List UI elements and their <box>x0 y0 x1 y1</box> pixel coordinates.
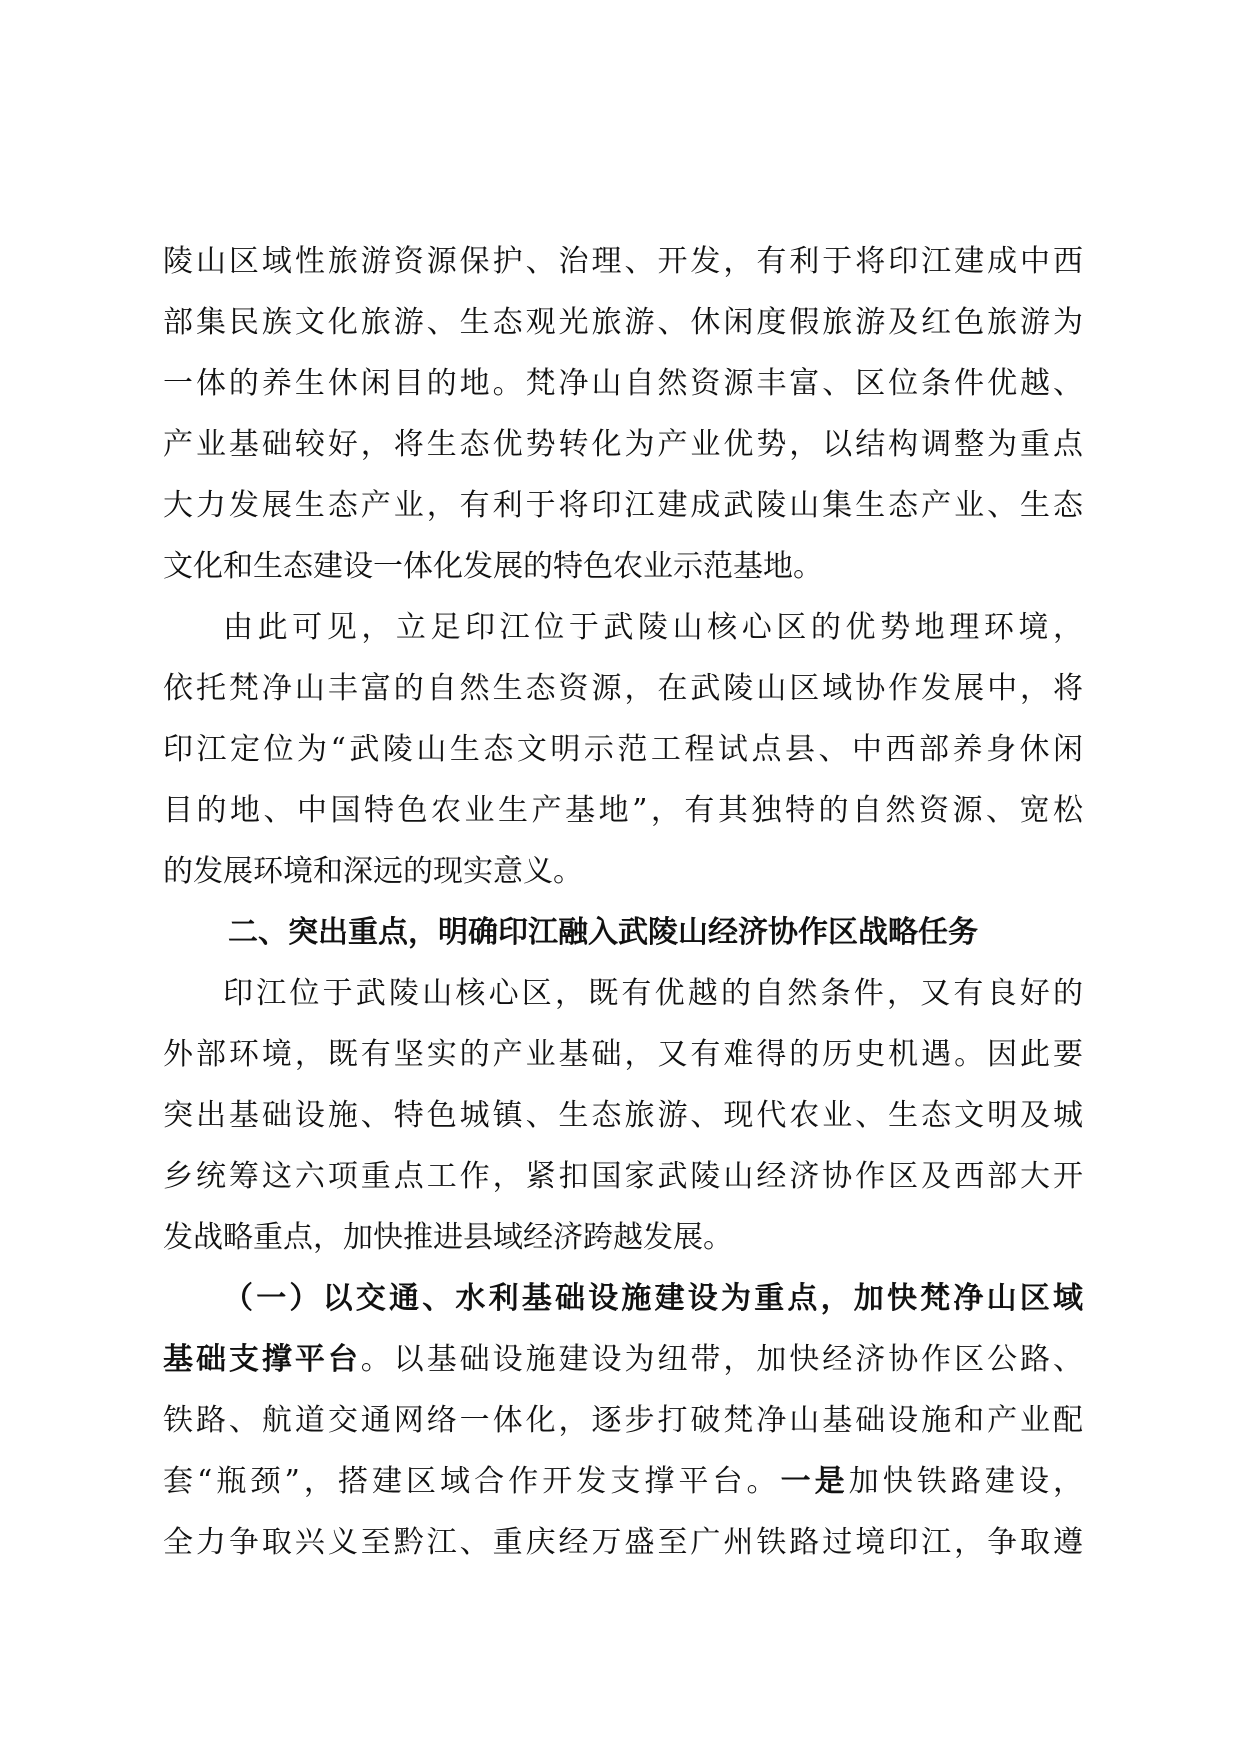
subsection-heading-line: （一）以交通、水利基础设施建设为重点，加快梵净山区域 <box>223 1281 1083 1316</box>
paragraph-line: 印江定位为“武陵山生态文明示范工程试点县、中西部养身休闲 <box>163 732 1083 767</box>
paragraph-line: 的发展环境和深远的现实意义。 <box>163 854 583 889</box>
paragraph-line: 由此可见，立足印江位于武陵山核心区的优势地理环境， <box>223 610 1083 645</box>
paragraph-line: 外部环境，既有坚实的产业基础，又有难得的历史机遇。因此要 <box>163 1037 1083 1072</box>
document-page <box>163 231 1083 1573</box>
paragraph-text: 加快铁路建设， <box>848 1464 1084 1499</box>
paragraph-line: 依托梵净山丰富的自然生态资源，在武陵山区域协作发展中，将 <box>163 671 1083 706</box>
paragraph-line: 乡统筹这六项重点工作，紧扣国家武陵山经济协作区及西部大开 <box>163 1159 1083 1194</box>
paragraph-line: 一体的养生休闲目的地。梵净山自然资源丰富、区位条件优越、 <box>163 366 1083 401</box>
enumeration-marker: 一是 <box>780 1464 849 1499</box>
paragraph-text: 套“瓶颈”，搭建区域合作开发支撑平台。 <box>163 1464 781 1499</box>
paragraph-line <box>163 1451 1083 1512</box>
subsection-heading-end: 基础支撑平台 <box>163 1342 361 1377</box>
paragraph-line <box>163 1329 1083 1390</box>
paragraph-line: 印江位于武陵山核心区，既有优越的自然条件，又有良好的 <box>223 976 1083 1011</box>
paragraph-line: 产业基础较好，将生态优势转化为产业优势，以结构调整为重点 <box>163 427 1083 462</box>
paragraph-line: 全力争取兴义至黔江、重庆经万盛至广州铁路过境印江，争取遵 <box>163 1525 1083 1560</box>
paragraph-line: 目的地、中国特色农业生产基地”，有其独特的自然资源、宽松 <box>163 793 1083 828</box>
section-heading: 二、突出重点，明确印江融入武陵山经济协作区战略任务 <box>228 915 978 950</box>
paragraph-line: 发战略重点，加快推进县域经济跨越发展。 <box>163 1220 733 1255</box>
paragraph-line: 文化和生态建设一体化发展的特色农业示范基地。 <box>163 549 823 584</box>
paragraph-text: 。以基础设施建设为纽带，加快经济协作区公路、 <box>360 1342 1084 1377</box>
paragraph-line: 部集民族文化旅游、生态观光旅游、休闲度假旅游及红色旅游为 <box>163 305 1083 340</box>
paragraph-line: 突出基础设施、特色城镇、生态旅游、现代农业、生态文明及城 <box>163 1098 1083 1133</box>
paragraph-line: 陵山区域性旅游资源保护、治理、开发，有利于将印江建成中西 <box>163 244 1083 279</box>
paragraph-line: 铁路、航道交通网络一体化，逐步打破梵净山基础设施和产业配 <box>163 1403 1083 1438</box>
paragraph-line: 大力发展生态产业，有利于将印江建成武陵山集生态产业、生态 <box>163 488 1083 523</box>
